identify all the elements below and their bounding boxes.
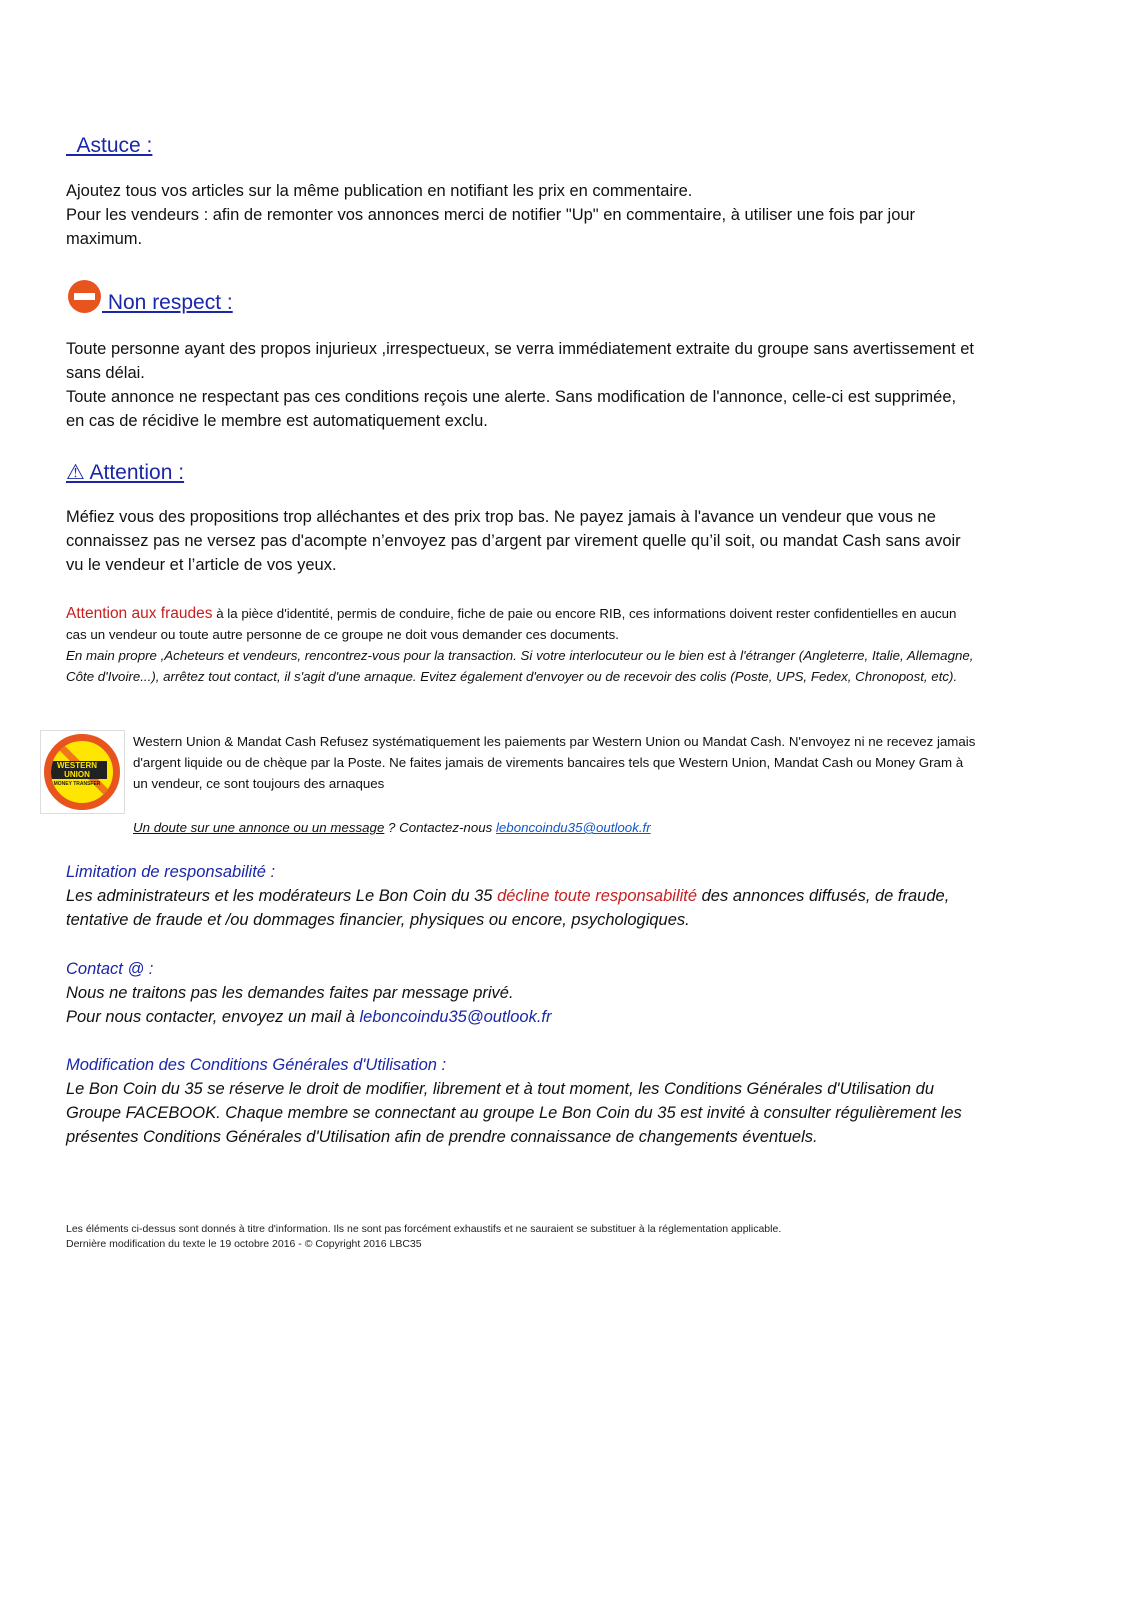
main-propre-text: En main propre ,Acheteurs et vendeurs, rencontrez-vous pour la transaction. Si votre interlocuteur ou le bien est à l'étranger (Angleterre, Italie, Allemagne, Côte d'Ivoire...), arrêtez tout contact, il s'agit d'une arnaque. Evitez également d'envoyer ou de recevoir des colis (Poste, UPS, Fedex, Chronopost, etc). [66,648,974,684]
email-link[interactable]: leboncoindu35@outlook.fr [495,820,651,835]
footer-line: Les éléments ci-dessus sont donnés à titre d'information. Ils ne sont pas forcément exhaustifs et ne sauraient se substituer à la réglementation applicable. [66,1223,782,1235]
contact-text: Pour nous contacter, envoyez un mail à [66,1008,360,1026]
astuce-heading: Astuce : [66,134,153,157]
modification-heading: Modification des Conditions Générales d'Utilisation : [66,1056,447,1074]
limitation-section [66,860,978,932]
contact-section [66,957,978,1029]
logo-text: MONEY TRANSFER [53,781,101,787]
modification-section [66,1053,978,1149]
attention-body: Méfiez vous des propositions trop alléchantes et des prix trop bas. Ne payez jamais à l'avance un vendeur que vous ne connaissez pas ne versez pas d'acompte n’envoyez pas d’argent par virement quelle qu’il soit, ou mandat Cash sans avoir vu le vendeur et l’article de vos yeux. [66,508,961,574]
footer-line: Dernière modification du texte le 19 octobre 2016 - © Copyright 2016 LBC35 [66,1238,422,1250]
fraud-paragraph [66,603,978,687]
astuce-line: Ajoutez tous vos articles sur la même publication en notifiant les prix en commentaire. [66,182,693,200]
contact-heading: Contact @ : [66,960,154,978]
fraud-text: à la pièce d'identité, permis de conduire, fiche de paie ou encore RIB, ces informations doivent rester confidentielles en aucun cas un vendeur ou toute autre personne de ce groupe ne doit vous demander ces documents. [66,606,957,642]
limitation-text: Les administrateurs et les modérateurs Le Bon Coin du 35 [66,887,498,905]
logo-box [47,761,107,779]
logo-text: WESTERN [57,761,97,770]
doubt-text: ? Contactez-nous [384,820,496,835]
western-union-text: Western Union & Mandat Cash Refusez systématiquement les paiements par Western Union ou Mandat Cash. N'envoyez ni ne recevez jamais d'argent liquide ou de chèque par la Poste. Ne faites jamais de virements bancaires tels que Western Union, Mandat Cash ou Money Gram à un vendeur, ce sont toujours des arnaques [133,734,976,791]
limitation-highlight: décline toute responsabilité [497,887,698,905]
modification-text: Le Bon Coin du 35 se réserve le droit de modifier, librement et à tout moment, les Conditions Générales d'Utilisation du Groupe FACEBOOK. Chaque membre se connectant au groupe Le Bon Coin du 35 est invité à consulter régulièrement les présentes Conditions Générales d'Utilisation afin de prendre connaissance de changements éventuels. [66,1080,962,1146]
limitation-heading: Limitation de responsabilité : [66,863,276,881]
attention-heading: ⚠ Attention : [66,461,185,484]
logo-text: UNION [64,770,90,779]
non-respect-heading: Non respect : [102,291,233,314]
contact-text: Nous ne traitons pas les demandes faites par message privé. [66,984,514,1002]
western-union-forbidden-image [40,730,125,814]
non-respect-line: Toute annonce ne respectant pas ces conditions reçois une alerte. Sans modification de l'annonce, celle-ci est supprimée, en cas de récidive le membre est automatiquement exclu. [66,388,957,430]
doubt-line [133,817,978,838]
limitation-text: des annonces diffusés, de fraude, tentative de fraude et /ou dommages financier, physiques ou encore, psychologiques. [66,887,950,929]
fraud-label: Attention aux fraudes [66,605,213,622]
footer [66,1222,978,1252]
astuce-line: Pour les vendeurs : afin de remonter vos annonces merci de notifier "Up" en commentaire, à utiliser une fois par jour maximum. [66,206,916,248]
doubt-underlined: Un doute sur une annonce ou un message [133,820,385,835]
non-respect-body [66,337,978,433]
no-entry-icon [68,280,101,313]
contact-email-link[interactable]: leboncoindu35@outlook.fr [359,1008,552,1026]
non-respect-line: Toute personne ayant des propos injurieux ,irrespectueux, se verra immédiatement extraite du groupe sans avertissement et sans délai. [66,340,974,382]
astuce-body [66,179,978,251]
